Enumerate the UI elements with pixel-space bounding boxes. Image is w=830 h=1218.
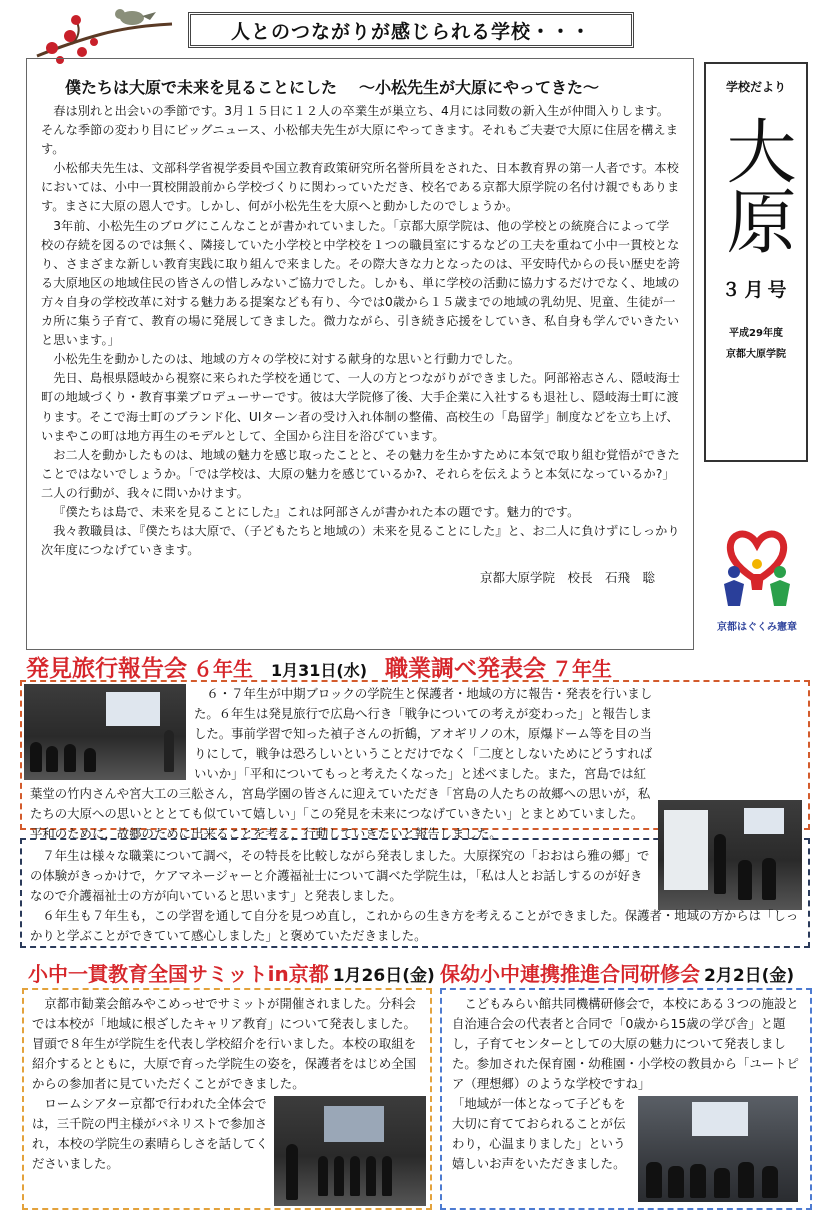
lead-paragraph: 小松郁夫先生は、文部科学省視学委員や国立教育政策研究所名誉所員をされた、日本教育界の第一人者です。本校においては、小中一貫校開設前から学校づくりに関わっていただき、校名である京都大原学院の名付け親でもあります。まさに大原の恩人です。しかし、何が小松先生を大原へと動かしたのでしょうか。 <box>41 161 680 214</box>
section2-paragraph: ６年生も７年生も，この学習を通して自分を見つめ直し，これからの生き方を考えることができました。保護者・地域の方からは「しっかりと学ぶことができていて感心しました」と褒めていただきました。 <box>30 908 799 943</box>
header-banner: 人とのつながりが感じられる学校・・・ <box>188 12 634 48</box>
section1-title-1: 発見旅行報告会 <box>26 656 187 682</box>
section1-paragraph: ６・７年生が中期ブロックの学院生と保護者・地域の方に報告・発表を行いました。６年生は発見旅行で広島へ行き「戦争についての考えが変わった」と報告しました。事前学習で知った禎子さんの折鶴，アオギリノの木，原爆ドーム等を目の当りにして，戦争は恐ろしいということだけでなく「二度としないためにどうすればいいか」「平和についてもっと考えたくなった」と述べました。また，宮島では紅葉堂の竹内さんや宮大工の三舩さん，宮島学園の皆さんに迎えていただき「宮島の人たちの故郷への思いが，私たちの大原への思いとととても似ていて嬉しい」「この発見を未来につなげていきたい」とまとめていました。平和のために，故郷のために出来ることを考え，行動していきたいと報告しました。 <box>30 686 653 841</box>
section3-title: 小中一貫教育全国サミットin京都 <box>28 962 329 986</box>
section1-date: 1月31日(水) <box>271 661 368 680</box>
section4-text <box>452 994 806 1174</box>
section4-heading <box>440 958 794 987</box>
lead-paragraph: 3年前、小松先生のブログにこんなことが書かれていました。「京都大原学院は、他の学校との統廃合によって学校の存続を図るのでは無く、隣接していた小学校と中学校を１つの職員室にするなどの工夫を重ねて小中一貫校となり、さまざまな新しい教育実践に取り組んで来ました。その際大きな力となったのは、平安時代からの長い歴史を誇る大原地区の地域住民の皆さんの惜しみないご協力でした。しかも、単に学校の活動に協力するだけでなく、地域の方々自身の学校改革に対する魅力ある提案なども有り、今では0歳から１５歳までの地域の乳幼児、児童、生徒が一カ所に集う子育て、教育の場に発展してきました。微力ながら、引き続き応援をしていき、私自身も学んでいきたいと思います。」 <box>41 218 680 348</box>
section2-paragraph: ７年生は様々な職業について調べ，その特長を比較しながら発表しました。大原探究の「おおはら雅の郷」での体験がきっかけで，ケアマネージャーと介護福祉士について調べた学院生は，「私は人とお話しするのが好きなので介護福祉士の方が向いていると思います」と発表しました。 <box>30 848 650 903</box>
section3-paragraph: ロームシアター京都で行われた全体会では，三千院の門主様がパネリストで参加され，本校の学院生の素晴らしさを話してくださいました。 <box>32 1096 269 1171</box>
lead-paragraph: お二人を動かしたものは、地域の魅力を感じ取ったことと、その魅力を生かすために本気で取り組む覚悟ができたことではないでしょうか。「では学校は、大原の魅力を感じているか?、それらを伝えようと本気になっているか?」二人の行動が、我々に問いかけます。 <box>41 447 680 500</box>
masthead-issue: ３月号 <box>721 279 791 301</box>
section4-paragraph: こどもみらい館共同機構研修会で，本校にある３つの施設と自治連合会の代表者と合同で「0歳から15歳の学び舎」と題し，子育てセンターとしての大原の魅力について発表しました。参加された保育園・幼稚園・小学校の教員から「ユートピア（理想郷）のような学校ですね」 <box>452 996 799 1091</box>
masthead-school: 京都大原学院 <box>726 349 786 360</box>
hagukumi-charter-logo <box>712 520 802 633</box>
masthead-year: 平成29年度 <box>729 328 783 339</box>
family-icon <box>712 520 802 612</box>
lead-article <box>26 58 694 650</box>
plum-blossom-illustration <box>32 4 182 64</box>
section3-heading <box>28 958 435 987</box>
section4-date: 2月2日(金) <box>704 966 795 986</box>
section3-text <box>32 994 424 1174</box>
logo-caption: 京都はぐくみ憲章 <box>717 622 797 633</box>
section1-grade-1: ６年生 <box>193 657 253 681</box>
section1-heading <box>26 650 816 680</box>
section3-date: 1月26日(金) <box>332 966 435 986</box>
section2-text <box>30 846 799 946</box>
lead-signature: 京都大原学院 校長 石飛 聡 <box>479 570 655 586</box>
lead-paragraph: 我々教職員は、『僕たちは大原で、（子どもたちと地域の）未来を見ることにした』と、お二人に負けずにしっかり次年度につなげていきます。 <box>41 524 680 558</box>
masthead-label: 学校だより <box>725 80 786 94</box>
section3-paragraph: 京都市勧業会館みやこめっせでサミットが開催されました。分科会では本校が「地域に根ざしたキャリア教育」について発表しました。冒頭で８年生が学院生を代表し学校紹介を行いました。本校の取組を紹介するとともに，大原で育った学院生の姿を，保護者をはじめ全国からの参加者に見ていただくことができました。 <box>32 996 417 1091</box>
photo-career-presentation <box>658 800 802 910</box>
masthead <box>704 62 808 462</box>
lead-paragraph: 『僕たちは島で、未来を見ることにした』これは阿部さんが書かれた本の題です。魅力的です。 <box>53 504 580 519</box>
lead-paragraph: 小松先生を動かしたのは、地域の方々の学校に対する献身的な思いと行動力でした。 <box>53 352 521 367</box>
lead-article-subtitle: ～小松先生が大原にやってきた～ <box>359 78 600 97</box>
section4-title: 保幼小中連携推進合同研修会 <box>440 962 700 986</box>
lead-paragraph: 春は別れと出会いの季節です。3月１５日に１２人の卒業生が巣立ち、4月には同数の新入生が仲間入りします。そんな季節の変わり目にビッグニュース、小松郁夫先生が大原にやってきます。それもご夫妻で大原に住居を構えます。 <box>41 104 678 157</box>
section1-grade-2: ７年生 <box>552 657 613 681</box>
masthead-title: 大原 <box>715 115 797 255</box>
section1-title-2: 職業調べ発表会 <box>385 656 547 682</box>
section4-paragraph: 「地域が一体となって子どもを大切に育てておられることが伝わり，心温まりました」という嬉しいお声をいただきました。 <box>452 1096 626 1171</box>
lead-article-heading <box>65 75 681 98</box>
lead-paragraph: 先日、島根県隠岐から視察に来られた学校を通じて、一人の方とつながりができました。阿部裕志さん、隠岐海士町の地域づくり・教育事業プロデューサーです。彼は大学院修了後、大手企業に入社するも退社し、隠岐海士町に渡ります。そこで海士町のブランド化、UIターン者の受け入れ体制の整備、高校生の「島留学」制度などを立ち上げ、いまやこの町は地方再生のモデルとして、全国から注目を浴びています。 <box>41 371 681 443</box>
lead-article-title: 僕たちは大原で未来を見ることにした <box>65 78 338 97</box>
